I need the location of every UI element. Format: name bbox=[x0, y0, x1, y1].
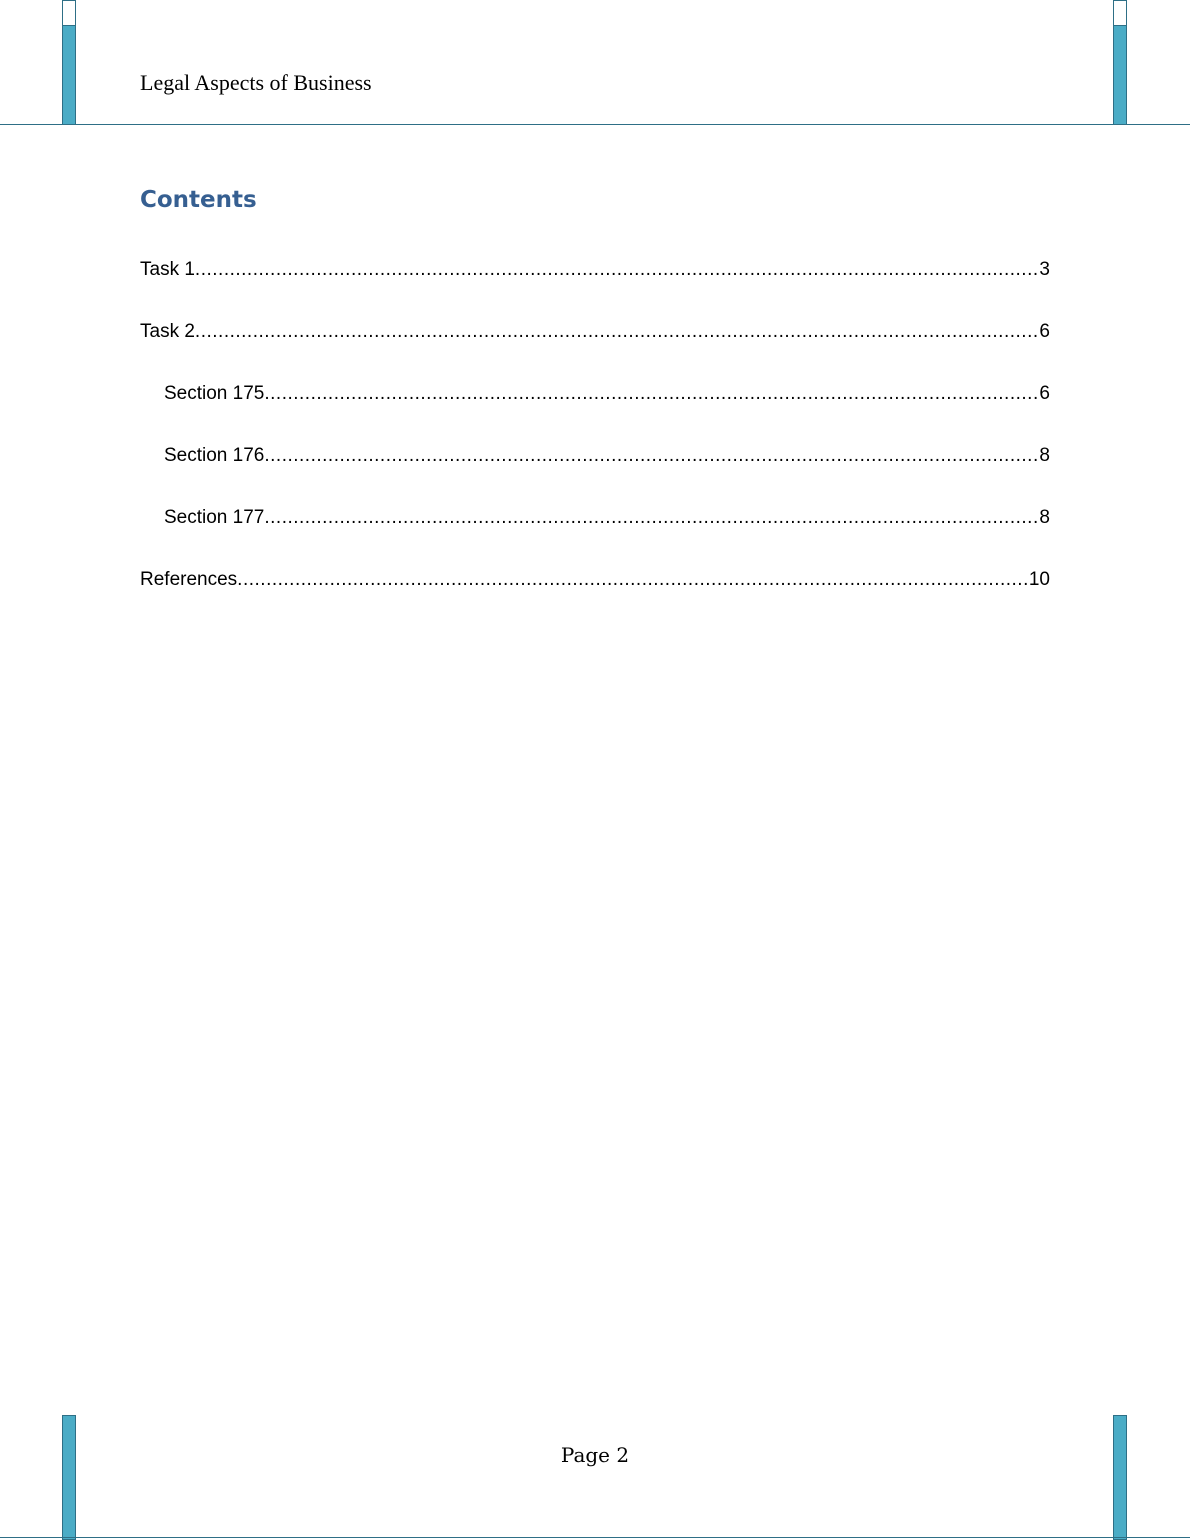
header-title: Legal Aspects of Business bbox=[140, 70, 372, 95]
toc-entry-page: 6 bbox=[1039, 321, 1050, 342]
header-left-bar-top bbox=[62, 0, 76, 26]
header-rule bbox=[0, 124, 1190, 125]
toc-entry-section-177[interactable] bbox=[140, 504, 1050, 566]
toc-entry-label: Section 177 bbox=[164, 507, 265, 528]
toc-entry-page: 3 bbox=[1039, 259, 1050, 280]
toc-leader-dots bbox=[264, 442, 1039, 470]
toc-leader-dots bbox=[264, 504, 1039, 532]
toc-entry-label: References bbox=[140, 569, 238, 590]
toc-entry-references[interactable] bbox=[140, 566, 1050, 628]
contents-heading: Contents bbox=[140, 187, 257, 213]
footer-left-bar bbox=[62, 1415, 76, 1540]
toc-entry-page: 8 bbox=[1039, 445, 1050, 466]
toc-entry-section-176[interactable] bbox=[140, 442, 1050, 504]
toc-entry-label: Section 175 bbox=[164, 383, 265, 404]
toc-entry-task-2[interactable] bbox=[140, 318, 1050, 380]
header-right-bar bbox=[1113, 25, 1127, 125]
toc-entry-page: 6 bbox=[1039, 383, 1050, 404]
toc-leader-dots bbox=[264, 380, 1039, 408]
toc-leader-dots bbox=[195, 318, 1040, 346]
toc-entry-label: Section 176 bbox=[164, 445, 265, 466]
header-right-bar-top bbox=[1113, 0, 1127, 26]
footer-rule bbox=[0, 1537, 1190, 1538]
header-left-bar bbox=[62, 25, 76, 125]
footer-right-bar bbox=[1113, 1415, 1127, 1540]
toc-entry-label: Task 1 bbox=[140, 259, 195, 280]
page-number: Page 2 bbox=[560, 1443, 630, 1467]
toc-entry-section-175[interactable] bbox=[140, 380, 1050, 442]
toc-entry-page: 10 bbox=[1028, 569, 1050, 590]
table-of-contents bbox=[140, 256, 1050, 628]
toc-entry-task-1[interactable] bbox=[140, 256, 1050, 318]
toc-leader-dots bbox=[237, 566, 1029, 594]
toc-entry-label: Task 2 bbox=[140, 321, 195, 342]
toc-leader-dots bbox=[195, 256, 1040, 284]
toc-entry-page: 8 bbox=[1039, 507, 1050, 528]
